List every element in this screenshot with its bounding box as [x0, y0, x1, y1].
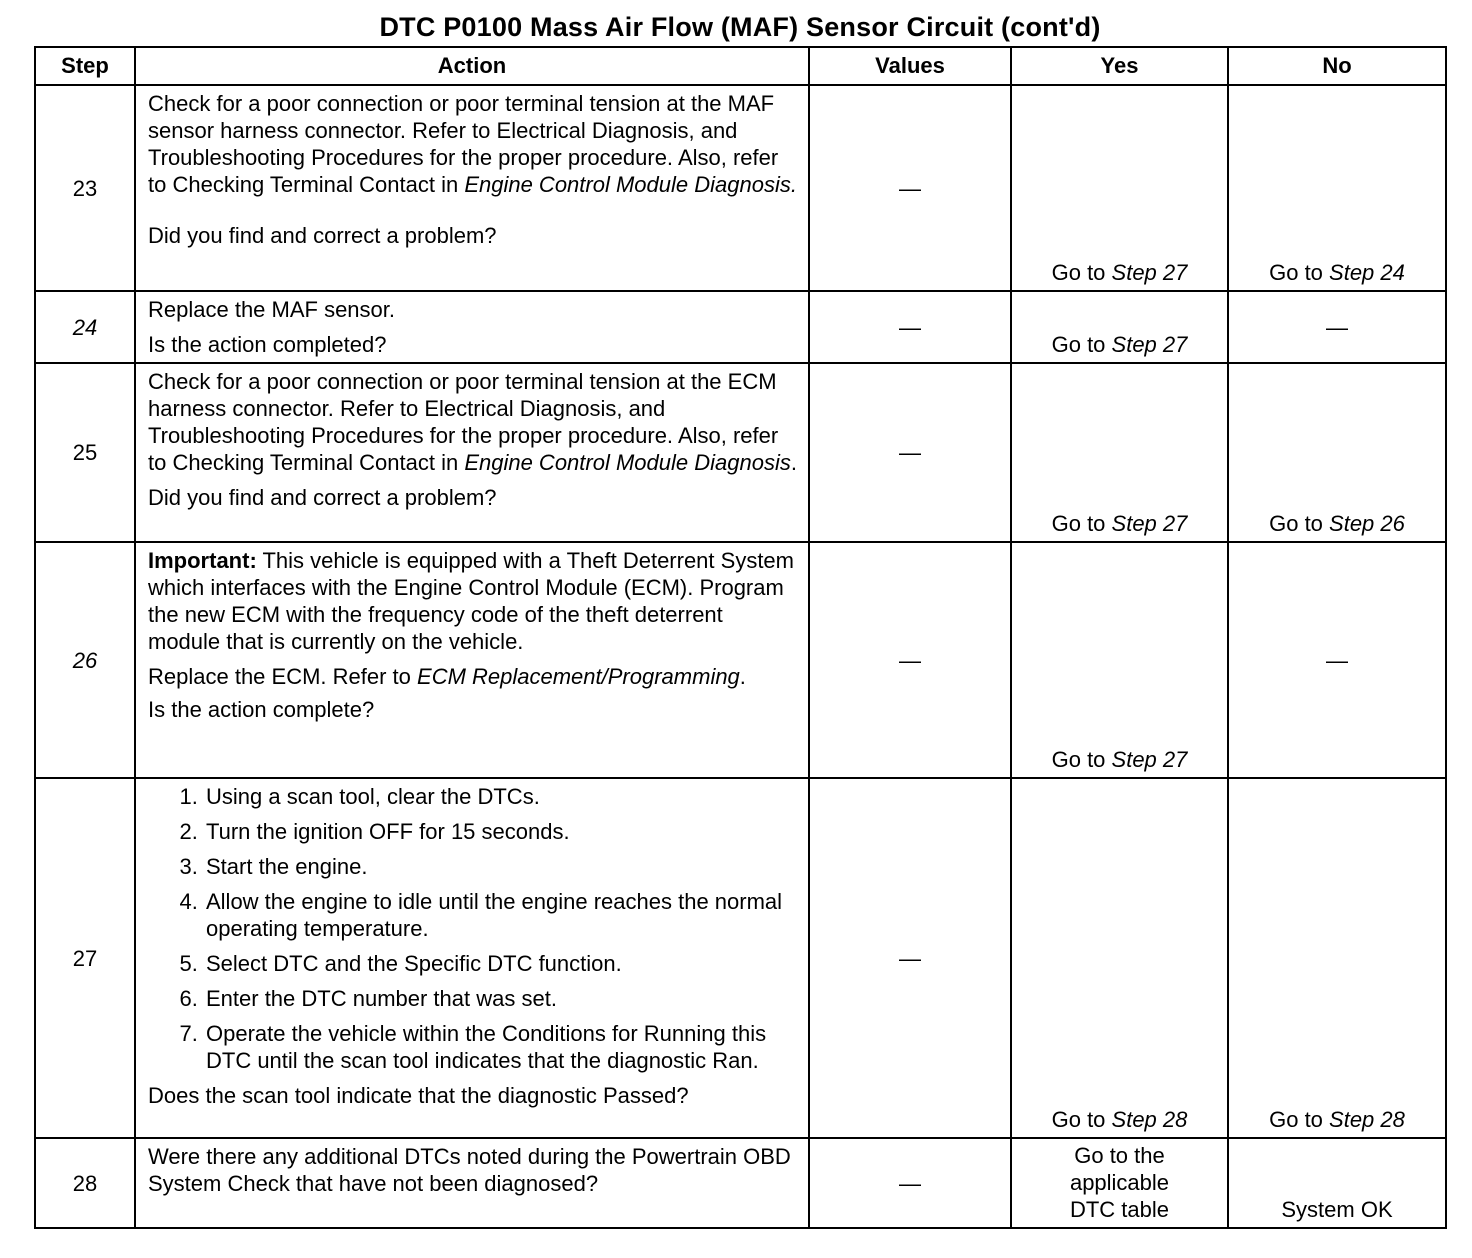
header-step: Step — [35, 47, 135, 85]
yes-step-link[interactable]: Step 28 — [1111, 1107, 1188, 1132]
values-cell: — — [809, 85, 1011, 291]
table-row-step-28 — [35, 1138, 1446, 1228]
table-row-step-24 — [35, 291, 1446, 363]
list-item: 5. Select DTC and the Specific DTC function. — [204, 950, 798, 977]
list-item: 3. Start the engine. — [204, 853, 798, 880]
action-cell — [135, 85, 809, 291]
step-number: 24 — [35, 291, 135, 363]
step-number: 25 — [35, 363, 135, 542]
action-text — [148, 368, 798, 476]
list-item: 4. Allow the engine to idle until the engine reaches the normal operating temperature. — [204, 888, 798, 942]
important-text: This vehicle is equipped with a Theft Deterrent System which interfaces with the Engine Control Module (ECM). Program the new ECM with the frequency code of the theft deterrent module that is currently on the vehicle. — [148, 548, 794, 654]
no-step-link[interactable]: Step 24 — [1329, 260, 1405, 285]
yes-step-link[interactable]: Step 27 — [1111, 260, 1188, 285]
page-title: DTC P0100 Mass Air Flow (MAF) Sensor Circuit (cont'd) — [379, 12, 1101, 42]
values-cell: — — [809, 1138, 1011, 1228]
yes-cell — [1011, 778, 1228, 1138]
list-item: 6. Enter the DTC number that was set. — [204, 985, 798, 1012]
yes-line: DTC table — [1069, 1197, 1170, 1222]
header-no: No — [1228, 47, 1446, 85]
action-text: Replace the MAF sensor. — [148, 297, 396, 322]
step-number: 23 — [35, 85, 135, 291]
manual-reference: Engine Control Module Diagnosis. — [464, 172, 797, 197]
action-question: Does the scan tool indicate that the diagnostic Passed? — [148, 1083, 689, 1108]
yes-cell — [1011, 363, 1228, 542]
yes-prefix: Go to — [1051, 1107, 1112, 1132]
header-values: Values — [809, 47, 1011, 85]
manual-reference: Engine Control Module Diagnosis — [464, 450, 791, 475]
action-text-part: Replace the ECM. Refer to — [148, 664, 418, 689]
yes-prefix: Go to — [1051, 747, 1112, 772]
action-question: Is the action complete? — [148, 697, 375, 722]
step-number: 26 — [35, 542, 135, 778]
step-number: 28 — [35, 1138, 135, 1228]
no-cell: System OK — [1228, 1138, 1446, 1228]
yes-cell — [1011, 291, 1228, 363]
no-step-link[interactable]: Step 28 — [1329, 1107, 1405, 1132]
yes-line: Go to the — [1074, 1143, 1165, 1168]
yes-cell — [1011, 85, 1228, 291]
yes-prefix: Go to — [1051, 260, 1112, 285]
values-cell: — — [809, 542, 1011, 778]
action-text-part: Check for a poor connection or poor terminal tension at the MAF sensor harness connector. Refer to Electrical Diagnosis, and Troubleshooting Procedures for the proper procedure. Also, refer to Checking Terminal Contact in — [148, 91, 779, 197]
yes-step-link[interactable]: Step 27 — [1111, 747, 1188, 772]
no-step-link[interactable]: Step 26 — [1329, 511, 1405, 536]
action-text-part: Check for a poor connection or poor terminal tension at the ECM harness connector. Refer to Electrical Diagnosis, and Troubleshooting Procedures for the proper procedure. Also, refer to Checking Terminal Contact in — [148, 369, 779, 475]
action-cell — [135, 542, 809, 778]
diagnostic-table — [34, 46, 1447, 1229]
procedure-list — [148, 783, 798, 1074]
list-item: 2. Turn the ignition OFF for 15 seconds. — [204, 818, 798, 845]
yes-prefix: Go to — [1051, 511, 1112, 536]
action-text — [148, 663, 798, 690]
list-item: 7. Operate the vehicle within the Conditions for Running this DTC until the scan tool indicates that the diagnostic Ran. — [204, 1020, 798, 1074]
values-cell: — — [809, 291, 1011, 363]
action-question: Were there any additional DTCs noted during the Powertrain OBD System Check that have not been diagnosed? — [148, 1144, 791, 1196]
important-label: Important: — [148, 548, 257, 573]
yes-line: applicable — [1069, 1170, 1170, 1195]
action-cell — [135, 363, 809, 542]
yes-step-link[interactable]: Step 27 — [1111, 511, 1188, 536]
no-cell — [1228, 778, 1446, 1138]
table-row-step-26 — [35, 542, 1446, 778]
action-question: Is the action completed? — [148, 332, 387, 357]
yes-step-link[interactable]: Step 27 — [1111, 332, 1188, 357]
action-text-part: . — [739, 664, 746, 689]
action-text-part: . — [790, 450, 797, 475]
no-prefix: Go to — [1269, 511, 1330, 536]
no-cell: — — [1228, 542, 1446, 778]
no-prefix: Go to — [1269, 1107, 1330, 1132]
step-number: 27 — [35, 778, 135, 1138]
table-row-step-27 — [35, 778, 1446, 1138]
action-question: Did you find and correct a problem? — [148, 223, 497, 248]
no-cell — [1228, 363, 1446, 542]
action-cell — [135, 291, 809, 363]
action-cell — [135, 1138, 809, 1228]
no-prefix: Go to — [1269, 260, 1330, 285]
values-cell: — — [809, 363, 1011, 542]
important-note — [148, 547, 798, 655]
action-text — [148, 90, 798, 198]
values-cell: — — [809, 778, 1011, 1138]
table-row-step-25 — [35, 363, 1446, 542]
yes-prefix: Go to — [1051, 332, 1112, 357]
no-cell — [1228, 85, 1446, 291]
list-item: 1. Using a scan tool, clear the DTCs. — [204, 783, 798, 810]
no-cell: — — [1228, 291, 1446, 363]
header-action: Action — [135, 47, 809, 85]
header-yes: Yes — [1011, 47, 1228, 85]
table-header-row — [35, 47, 1446, 85]
yes-cell — [1011, 1138, 1228, 1228]
action-question: Did you find and correct a problem? — [148, 485, 497, 510]
manual-reference: ECM Replacement/Programming — [417, 664, 740, 689]
table-row-step-23 — [35, 85, 1446, 291]
action-cell — [135, 778, 809, 1138]
yes-cell — [1011, 542, 1228, 778]
